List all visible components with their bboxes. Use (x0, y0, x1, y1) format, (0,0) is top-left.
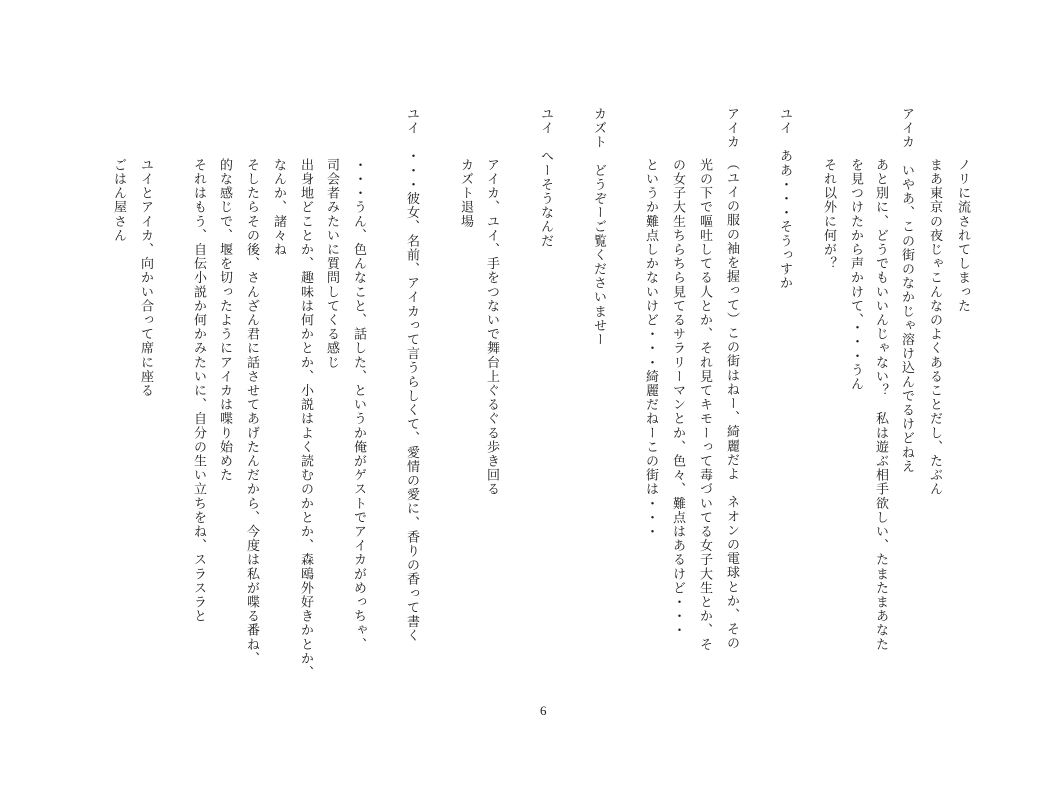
text-line: というか難点しかないけど・・・綺麗だねーこの街は・・・ (643, 158, 658, 539)
text-line: ユイ へーそうなんだ (538, 107, 553, 248)
text-line: を見つけたから声かけて、・・・うん (848, 158, 863, 392)
text-line: アイカ （ユイの服の袖を握って）この街はねー、綺麗だよ ネオンの電球とか、その (724, 107, 739, 651)
text-line: カズト退場 (458, 158, 473, 229)
text-line: 的な感じで、堰を切ったようにアイカは喋り始めた (217, 158, 232, 483)
text-line: 出身地どことか、趣味は何かとか、小説はよく読むのかとか、森鴎外好きかとか、 (298, 158, 313, 680)
text-line: それ以外に何が？ (821, 158, 836, 271)
text-line: ・・・うん、色んなこと、話した、というか俺がゲストでアイカがめっちゃ、 (351, 158, 366, 652)
text-line: の女子大生ちらちら見てるサラリーマンとか、色々、難点はあるけど・・・ (670, 158, 685, 638)
text-line: 司会者みたいに質問してくる感じ (324, 158, 339, 370)
text-line: アイカ いやあ、この街のなかじゃ溶け込んでるけどねえ (899, 107, 914, 474)
text-line: アイカ、ユイ、手をつないで舞台上ぐるぐる歩き回る (484, 158, 499, 497)
text-line: あと別に、どうでもいいんじゃない？ 私は遊ぶ相手欲しい、たまたまあなた (873, 158, 888, 652)
text-line: それはもう、自伝小説か何かみたいに、自分の生い立ちをね、スラスラと (191, 158, 206, 624)
text-line: 光の下で嘔吐してる人とか、それ見てキモーって毒づいてる女子大生とか、そ (697, 158, 712, 652)
text-line: カズト どうぞーご覧くださいませー (591, 107, 606, 347)
text-line: ユイとアイカ、向かい合って席に座る (138, 158, 153, 398)
text-line: まあ東京の夜じゃこんなのよくあることだし、たぶん (927, 158, 942, 497)
text-line: ユイ ああ・・・そうっすか (777, 107, 792, 291)
text-line: なんか、諸々ね (271, 158, 286, 257)
text-line: そしたらその後、さんざん君に話させてあげたんだから、今度は私が喋る番ね、 (244, 158, 259, 666)
text-line: ユイ ・・・彼女、名前、アイカって言うらしくて、愛情の愛に、香りの香って書く (404, 107, 419, 643)
text-line: ノリに流されてしまった (955, 158, 970, 314)
text-line: ごはん屋さん (111, 158, 126, 243)
page-number: 6 (540, 703, 547, 718)
